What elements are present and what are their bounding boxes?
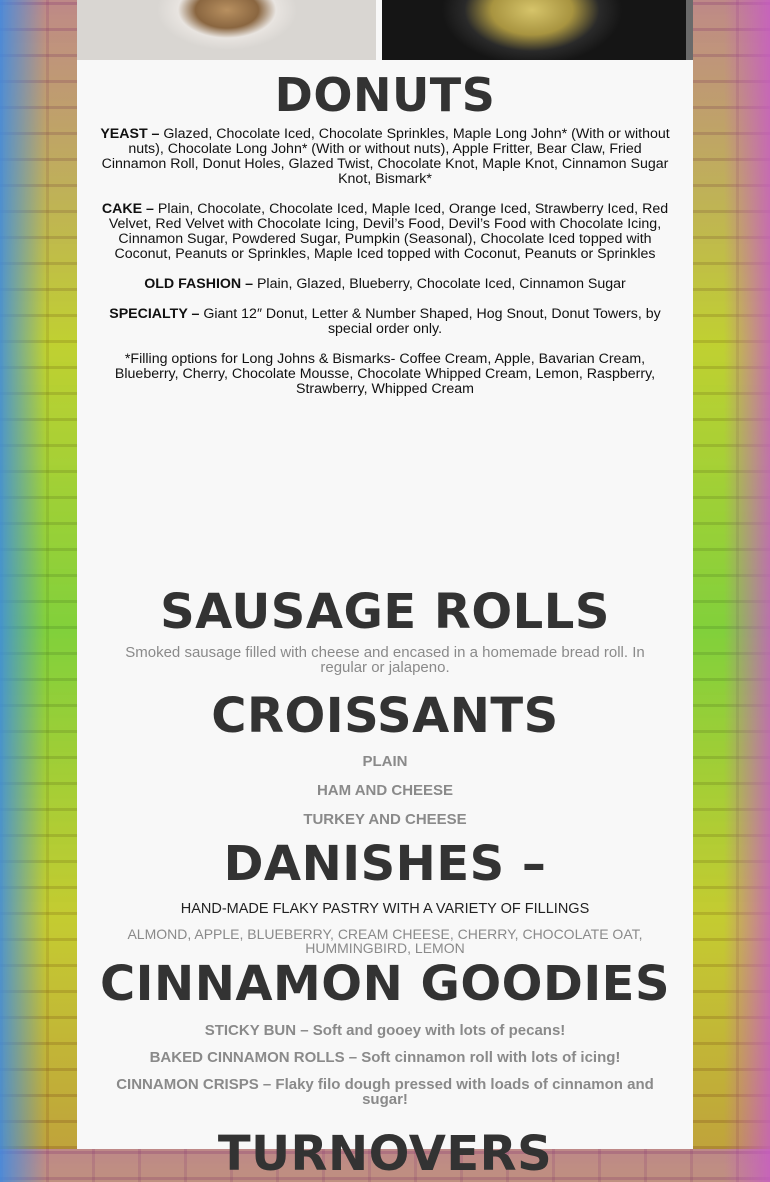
old-fashion-list: Plain, Glazed, Blueberry, Chocolate Iced, Cinnamon Sugar [253,275,626,292]
cake-list: Plain, Chocolate, Chocolate Iced, Maple Iced, Orange Iced, Strawberry Iced, Red Velvet, Red Velvet with Chocolate Icing, Devil’s Food, Devil’s Food with Chocolate Icing, Cinnamon Sugar, Powdered Sugar, Pumpkin (Seasonal), Chocolate Iced topped with Coconut, Peanuts or Sprinkles, Maple Iced topped with Coconut, Peanuts or Sprinkles [108,200,669,262]
croissant-turkey-cheese: TURKEY AND CHEESE [303,810,467,828]
photo-edge [686,0,693,60]
photo-strip [77,0,693,60]
croissant-ham-cheese: HAM AND CHEESE [316,781,454,799]
cinnamon-goodies-section [77,958,693,1107]
specialty-donuts [95,307,675,337]
yeast-donuts [95,127,675,187]
danishes-subtitle: HAND-MADE FLAKY PASTRY WITH A VARIETY OF FILLINGS [180,900,590,917]
cinnamon-crisps-item: CINNAMON CRISPS – Flaky filo dough pressed with loads of cinnamon and sugar! [116,1075,654,1108]
yeast-list: Glazed, Chocolate Iced, Chocolate Sprinkles, Maple Long John* (With or without nuts), Chocolate Long John* (With or without nuts), Apple Fritter, Bear Claw, Fried Cinnamon Roll, Donut Holes, Glazed Twist, Chocolate Knot, Maple Knot, Cinnamon Sugar Knot, Bismark* [101,125,670,187]
cinnamon-rolls-item: BAKED CINNAMON ROLLS – Soft cinnamon roll with lots of icing! [149,1048,621,1066]
sticky-bun-item: STICKY BUN – Soft and gooey with lots of pecans! [204,1021,566,1039]
danishes-section [77,838,693,955]
danishes-title: DANISHES – [223,836,547,892]
cake-label: CAKE – [101,200,154,217]
menu-panel [77,0,693,1182]
cake-donuts [95,202,675,262]
sausage-rolls-section [77,586,693,675]
old-fashion-donuts [95,277,675,292]
donuts-section [77,70,693,412]
cinnamon-goodies-title: CINNAMON GOODIES [99,956,671,1012]
specialty-label: SPECIALTY – [109,305,200,322]
old-fashion-label: OLD FASHION – [144,275,254,292]
croissants-section [77,690,693,828]
blueberry-muffin-photo [77,0,376,60]
croissant-plain: PLAIN [362,752,408,770]
specialty-list: Giant 12″ Donut, Letter & Number Shaped, Hog Snout, Donut Towers, by special order only. [199,305,661,337]
turnovers-section [77,1128,693,1181]
turnovers-title: TURNOVERS [217,1126,553,1182]
pastry-photo [382,0,686,60]
danishes-fillings: ALMOND, APPLE, BLUEBERRY, CREAM CHEESE, CHERRY, CHOCOLATE OAT, HUMMINGBIRD, LEMON [127,925,643,956]
sausage-rolls-description: Smoked sausage filled with cheese and encased in a homemade bread roll. In regular or jalapeno. [125,643,645,676]
croissants-title: CROISSANTS [211,688,559,744]
donuts-title: DONUTS [274,68,496,122]
filling-note: *Filling options for Long Johns & Bismarks- Coffee Cream, Apple, Bavarian Cream, Blueberry, Cherry, Chocolate Mousse, Chocolate Whipped Cream, Lemon, Raspberry, Strawberry, Whipped Cream [114,350,656,397]
yeast-label: YEAST – [100,125,160,142]
sausage-rolls-title: SAUSAGE ROLLS [160,584,610,640]
